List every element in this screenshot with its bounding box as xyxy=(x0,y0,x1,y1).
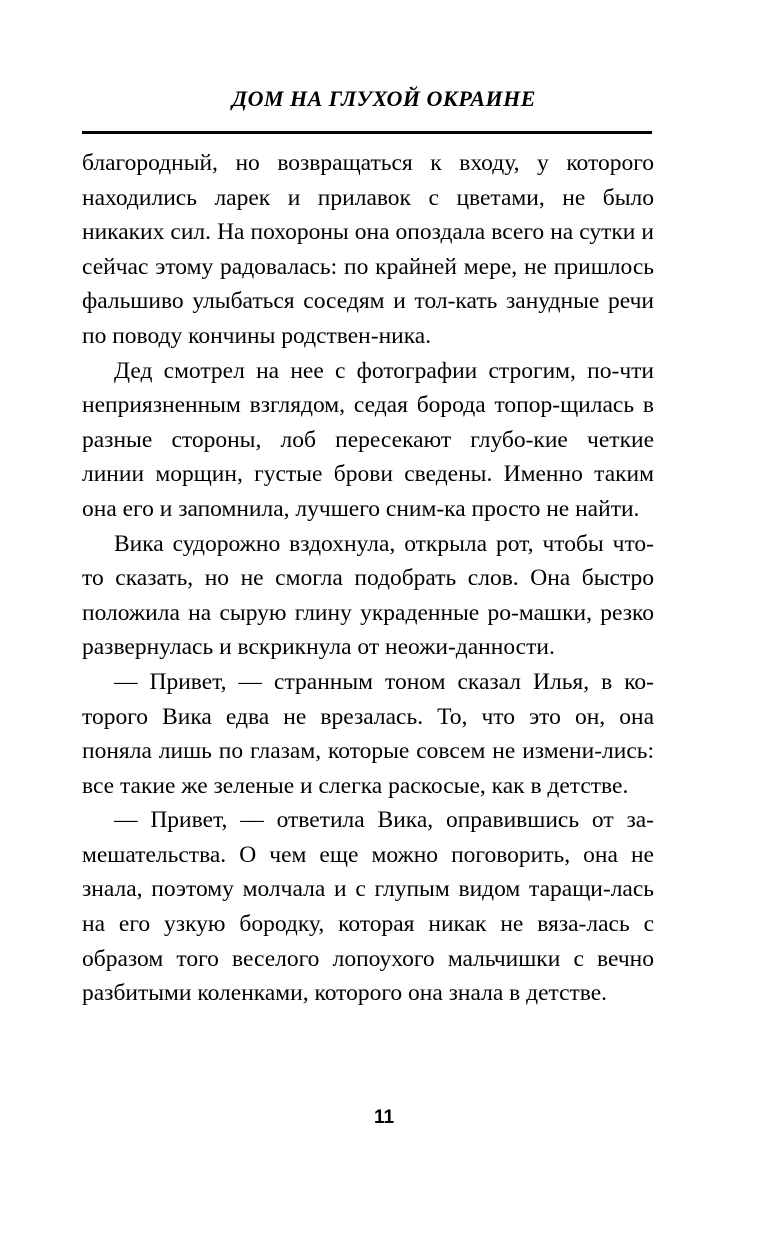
paragraph: благородный, но возвращаться к входу, у которого находились ларек и прилавок с цветами, не было никаких сил. На похороны она опоздала всего на сутки и сейчас этому радовалась: по крайней мере, не пришлось фальшиво улыбаться соседям и тол-кать занудные речи по поводу кончины родствен-ника. xyxy=(82,150,654,349)
body-text xyxy=(82,146,654,1011)
paragraph: Дед смотрел на нее с фотографии строгим, по-чти неприязненным взглядом, седая борода топор-щилась в разные стороны, лоб пересекают глубо-кие четкие линии морщин, густые брови сведены. Именно таким она его и запомнила, лучшего сним-ка просто не найти. xyxy=(82,357,654,522)
paragraph: — Привет, — ответила Вика, оправившись от за-мешательства. О чем еще можно поговорить, она не знала, поэтому молчала и с глупым видом таращи-лась на его узкую бородку, которая никак не вяза-лась с образом того веселого лопоухого мальчишки с вечно разбитыми коленками, которого она знала в детстве. xyxy=(82,807,654,1007)
paragraph: Вика судорожно вздохнула, открыла рот, чтобы что-то сказать, но не смогла подобрать слов. Она быстро положила на сырую глину украденные ро-машки, резко развернулась и вскрикнула от неожи-данности. xyxy=(82,530,654,661)
paragraph: — Привет, — странным тоном сказал Илья, в ко-торого Вика едва не врезалась. То, что это он, она поняла лишь по глазам, которые совсем не измени-лись: все такие же зеленые и слегка раскосые, как в детстве. xyxy=(82,668,654,799)
running-head: ДОМ НА ГЛУХОЙ ОКРАИНЕ xyxy=(232,86,536,111)
page-number: 11 xyxy=(373,1107,395,1128)
header-rule xyxy=(82,131,652,134)
